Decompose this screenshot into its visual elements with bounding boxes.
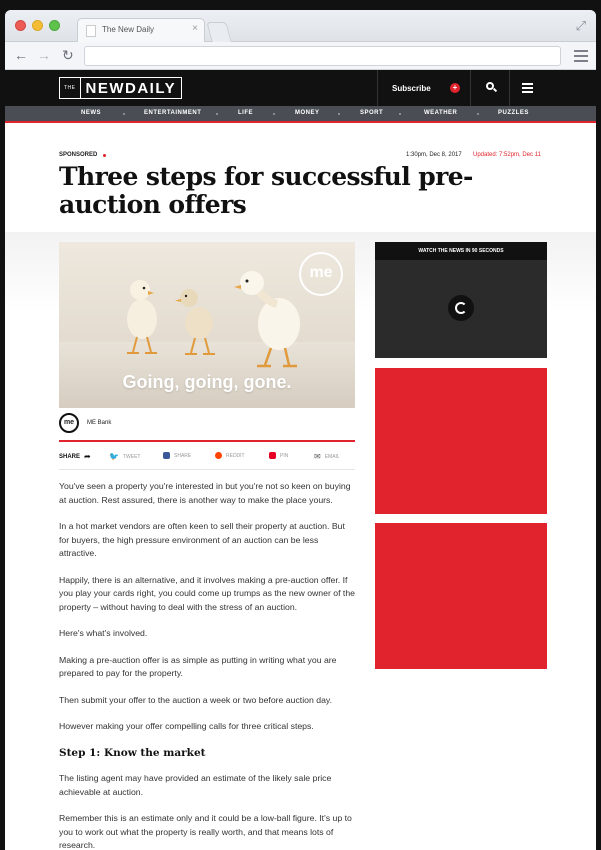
nav-item-puzzles[interactable]: PUZZLES xyxy=(498,110,529,116)
article-body xyxy=(59,480,355,850)
site-header xyxy=(5,70,596,106)
loading-spinner-icon xyxy=(448,295,474,321)
pin-label: PIN xyxy=(280,452,289,459)
close-window-button[interactable] xyxy=(15,20,26,31)
search-icon-handle xyxy=(493,88,497,92)
article-paragraph: However making your offer compelling calls for three critical steps. xyxy=(59,721,314,731)
maximize-window-button[interactable] xyxy=(49,20,60,31)
updated-date: Updated: 7:52pm, Dec 11 xyxy=(473,152,541,158)
minimize-window-button[interactable] xyxy=(32,20,43,31)
browser-menu-icon[interactable] xyxy=(574,50,588,65)
email-button[interactable] xyxy=(314,452,340,461)
category-nav xyxy=(5,106,596,123)
author-avatar[interactable] xyxy=(59,413,79,433)
email-icon: ✉ xyxy=(314,452,321,461)
nav-item-life[interactable]: LIFE xyxy=(238,110,253,116)
article-paragraph: In a hot market vendors are often keen to sell their property at auction. But for buyers, the high pressure environment of an auction can be less attractive. xyxy=(59,521,345,558)
nav-separator xyxy=(477,113,479,115)
reddit-icon xyxy=(215,452,222,459)
hero-image xyxy=(59,242,355,408)
tweet-label: TWEET xyxy=(122,453,141,460)
fullscreen-icon[interactable]: ⤢ xyxy=(575,18,586,33)
sponsored-dot xyxy=(103,154,106,157)
back-arrow-icon[interactable]: ← xyxy=(14,47,28,63)
tab-close-icon[interactable]: × xyxy=(192,23,198,34)
author-avatar-text: me xyxy=(63,419,75,426)
sponsored-label: SPONSORED xyxy=(59,152,98,158)
article-paragraph: You've seen a property you're interested in but you're not so keen on buying at auction. Rest assured, there is another way to make the place yours. xyxy=(59,481,351,505)
nav-item-entertainment[interactable]: ENTERTAINMENT xyxy=(144,110,202,116)
address-bar[interactable] xyxy=(84,46,561,66)
reddit-label: REDDIT xyxy=(226,452,245,459)
plus-icon: + xyxy=(450,83,460,93)
article-headline: Three steps for successful pre-auction offers xyxy=(59,162,473,219)
site-logo[interactable] xyxy=(59,77,182,99)
search-button[interactable] xyxy=(472,70,510,106)
reload-icon[interactable]: ↻ xyxy=(62,47,74,63)
page-favicon-icon xyxy=(86,25,96,37)
nav-separator xyxy=(399,113,401,115)
forward-arrow-icon[interactable]: → xyxy=(37,47,51,63)
me-logo-text: me xyxy=(309,264,333,281)
author-name[interactable]: ME Bank xyxy=(87,420,112,426)
share-arrow-icon: ➦ xyxy=(84,452,91,461)
share-label: SHARE xyxy=(59,453,81,460)
video-widget-title: WATCH THE NEWS IN 90 SECONDS xyxy=(375,242,547,260)
nav-separator xyxy=(216,113,218,115)
article-paragraph: Happily, there is an alternative, and it involves making a pre-auction offer. If you play your cards right, you could come up trumps as the new owner of the property – without having to deal with the stress of an auction. xyxy=(59,574,356,612)
browser-toolbar xyxy=(5,42,596,70)
pinterest-button[interactable] xyxy=(269,452,288,459)
sidebar-ad-2[interactable] xyxy=(375,523,547,669)
facebook-share-label: SHARE xyxy=(174,452,192,459)
email-label: EMAIL xyxy=(324,453,340,460)
new-tab-button[interactable] xyxy=(206,22,231,42)
video-widget[interactable] xyxy=(375,242,547,358)
window-controls xyxy=(15,20,60,31)
author-divider xyxy=(59,440,355,442)
nav-item-sport[interactable]: SPORT xyxy=(360,110,384,116)
logo-the-text: THE xyxy=(60,78,81,98)
website xyxy=(5,70,596,850)
article-paragraph: Making a pre-auction offer is as simple as putting in writing what you are prepared to pay for the property. xyxy=(59,654,337,678)
nav-separator xyxy=(273,113,275,115)
tweet-button[interactable] xyxy=(109,452,140,461)
pinterest-icon xyxy=(269,452,276,459)
twitter-icon: 🐦 xyxy=(109,452,119,461)
logo-name-text: NEWDAILY xyxy=(85,79,177,97)
tab-title: The New Daily xyxy=(102,25,155,34)
nav-separator xyxy=(123,113,125,115)
facebook-share-button[interactable] xyxy=(163,452,191,459)
article-paragraph: The listing agent may have provided an estimate of the likely sale price achievable at auction. xyxy=(59,773,332,797)
subscribe-label: Subscribe xyxy=(392,83,431,93)
browser-window xyxy=(5,10,596,850)
hero-caption: Going, going, gone. xyxy=(122,372,292,392)
nav-item-weather[interactable]: WEATHER xyxy=(424,110,458,116)
share-label-group xyxy=(59,452,91,461)
sidebar-ad-1[interactable] xyxy=(375,368,547,514)
nav-item-money[interactable]: MONEY xyxy=(295,110,320,116)
nav-separator xyxy=(338,113,340,115)
nav-item-news[interactable]: NEWS xyxy=(81,110,101,116)
reddit-button[interactable] xyxy=(215,452,245,459)
subscribe-button[interactable] xyxy=(377,70,471,106)
share-bar xyxy=(59,447,355,467)
article-paragraph: Remember this is an estimate only and it could be a low-ball figure. It's up to you to work out what the property is really worth, and that means lots of research. xyxy=(59,813,352,850)
browser-tab[interactable] xyxy=(77,18,205,42)
tab-bar xyxy=(5,10,596,42)
me-bank-logo xyxy=(299,252,343,296)
step1-heading: Step 1: Know the market xyxy=(59,746,206,759)
article-paragraph: Here's what's involved. xyxy=(59,628,148,638)
facebook-icon xyxy=(163,452,170,459)
hamburger-menu-icon[interactable] xyxy=(522,83,533,95)
publish-date: 1:30pm, Dec 8, 2017 xyxy=(406,152,462,158)
article-paragraph: Then submit your offer to the auction a week or two before auction day. xyxy=(59,694,333,705)
share-divider xyxy=(59,469,355,470)
